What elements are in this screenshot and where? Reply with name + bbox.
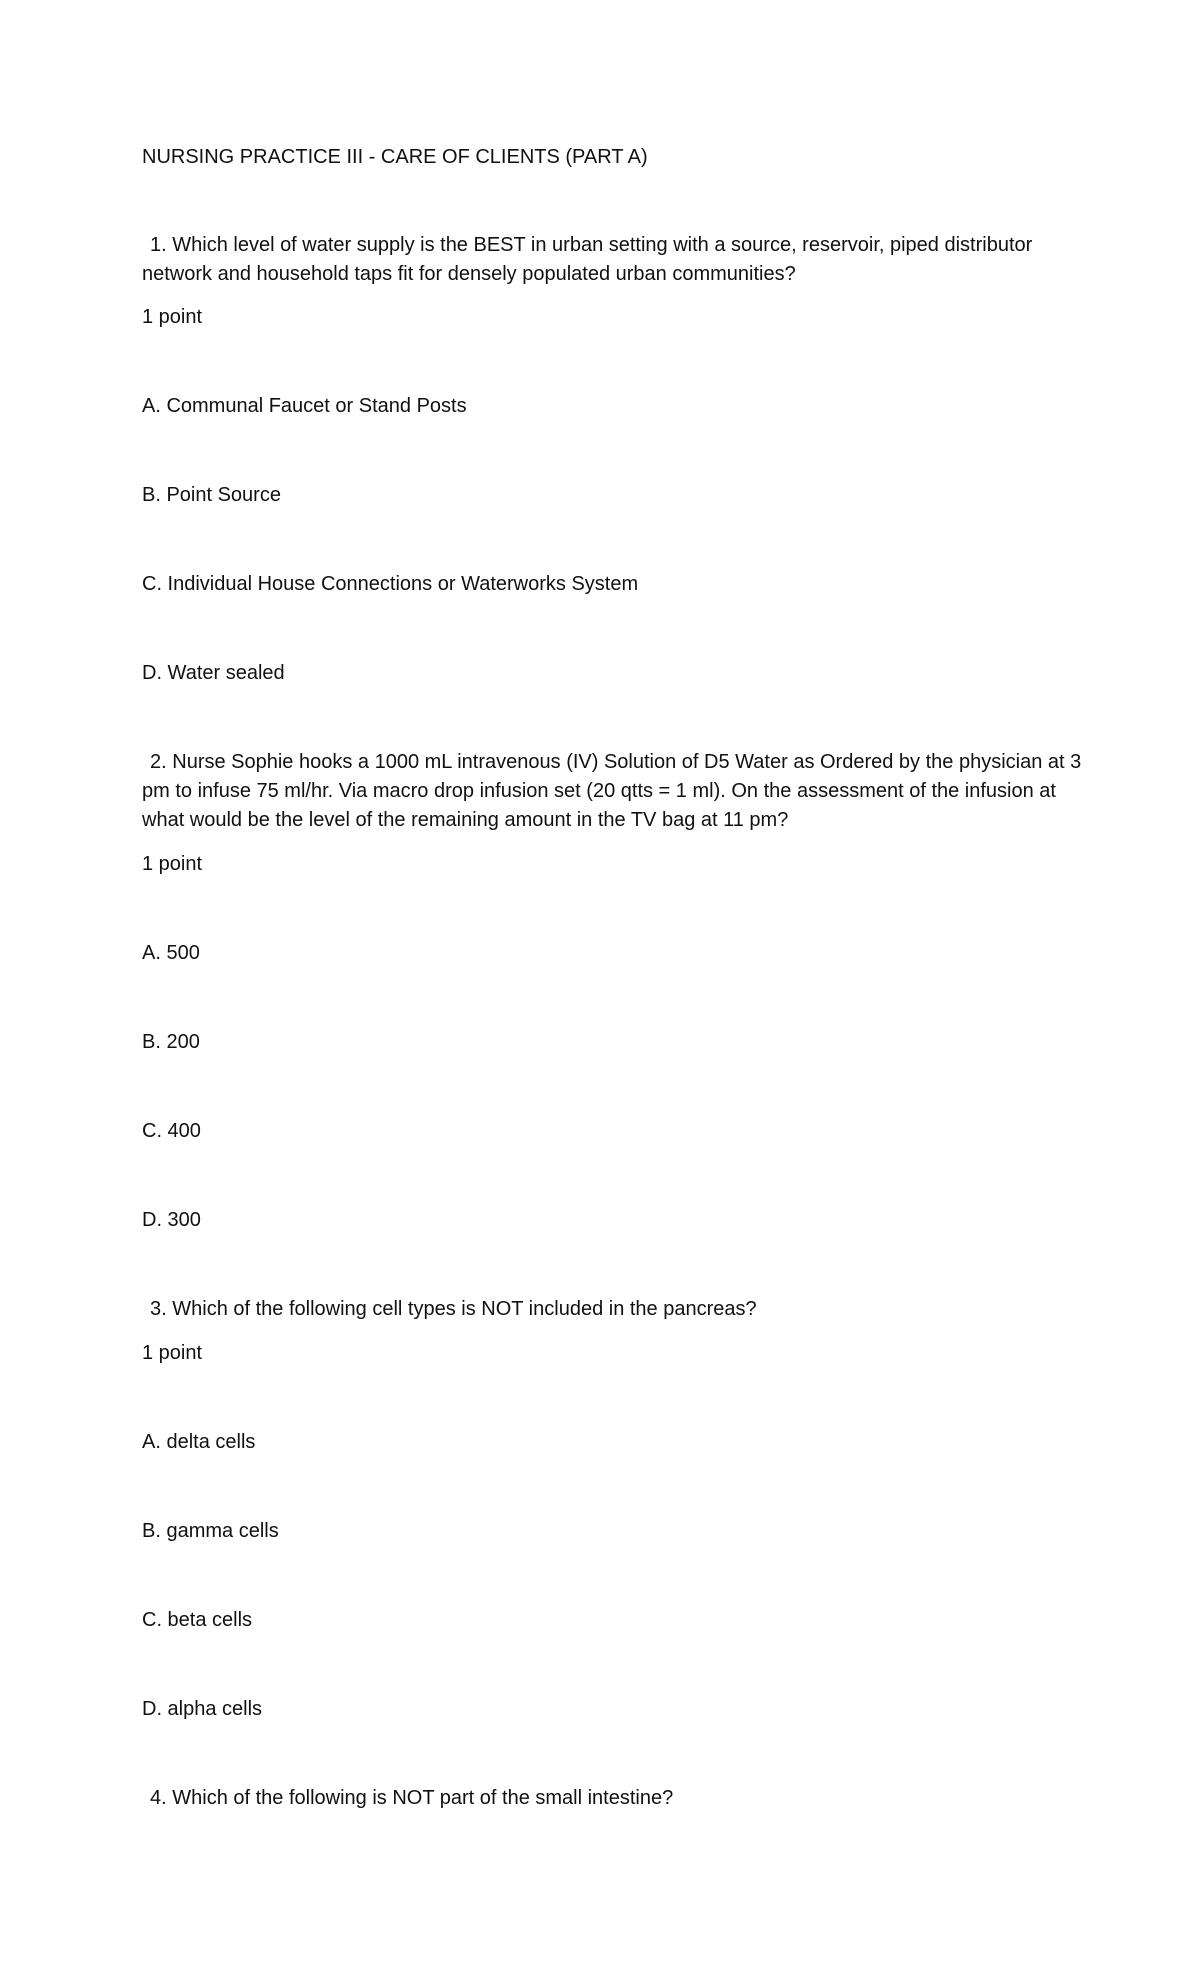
question-3-option-a: A. delta cells: [142, 1431, 256, 1453]
question-2-option-d: D. 300: [142, 1209, 201, 1231]
question-1-option-a: A. Communal Faucet or Stand Posts: [142, 395, 467, 417]
question-3-option-b: B. gamma cells: [142, 1520, 279, 1542]
question-4-text: [142, 1784, 673, 1813]
question-2-number: 2.: [150, 751, 167, 773]
document-title: NURSING PRACTICE III - CARE OF CLIENTS (PART A): [142, 146, 648, 168]
question-3-points: 1 point: [142, 1342, 203, 1364]
question-2-option-b: B. 200: [142, 1031, 200, 1053]
question-1-number: 1.: [150, 234, 167, 256]
question-4-body: Which of the following is NOT part of the small intestine?: [172, 1787, 674, 1809]
question-3-body: Which of the following cell types is NOT included in the pancreas?: [172, 1298, 757, 1320]
question-1-points: 1 point: [142, 306, 203, 328]
question-3-number: 3.: [150, 1298, 167, 1320]
question-1-option-b: B. Point Source: [142, 484, 281, 506]
question-4-number: 4.: [150, 1787, 167, 1809]
question-1-body: Which level of water supply is the BEST in urban setting with a source, reservoir, piped distributor network and household taps fit for densely populated urban communities?: [142, 234, 1033, 285]
question-2-option-c: C. 400: [142, 1120, 201, 1142]
question-3-text: [142, 1295, 757, 1324]
question-3-option-d: D. alpha cells: [142, 1698, 263, 1720]
question-2-body: Nurse Sophie hooks a 1000 mL intravenous (IV) Solution of D5 Water as Ordered by the physician at 3 pm to infuse 75 ml/hr. Via macro drop infusion set (20 qtts = 1 ml). On the assessment of the infusion at what would be the level of the remaining amount in the TV bag at 11 pm?: [142, 751, 1082, 831]
question-1-option-c: C. Individual House Connections or Waterworks System: [142, 573, 639, 595]
question-2-option-a: A. 500: [142, 942, 200, 964]
question-1-text: [142, 231, 1087, 289]
question-2-text: [142, 748, 1087, 835]
question-1-option-d: D. Water sealed: [142, 662, 285, 684]
question-2-points: 1 point: [142, 853, 203, 875]
question-3-option-c: C. beta cells: [142, 1609, 253, 1631]
